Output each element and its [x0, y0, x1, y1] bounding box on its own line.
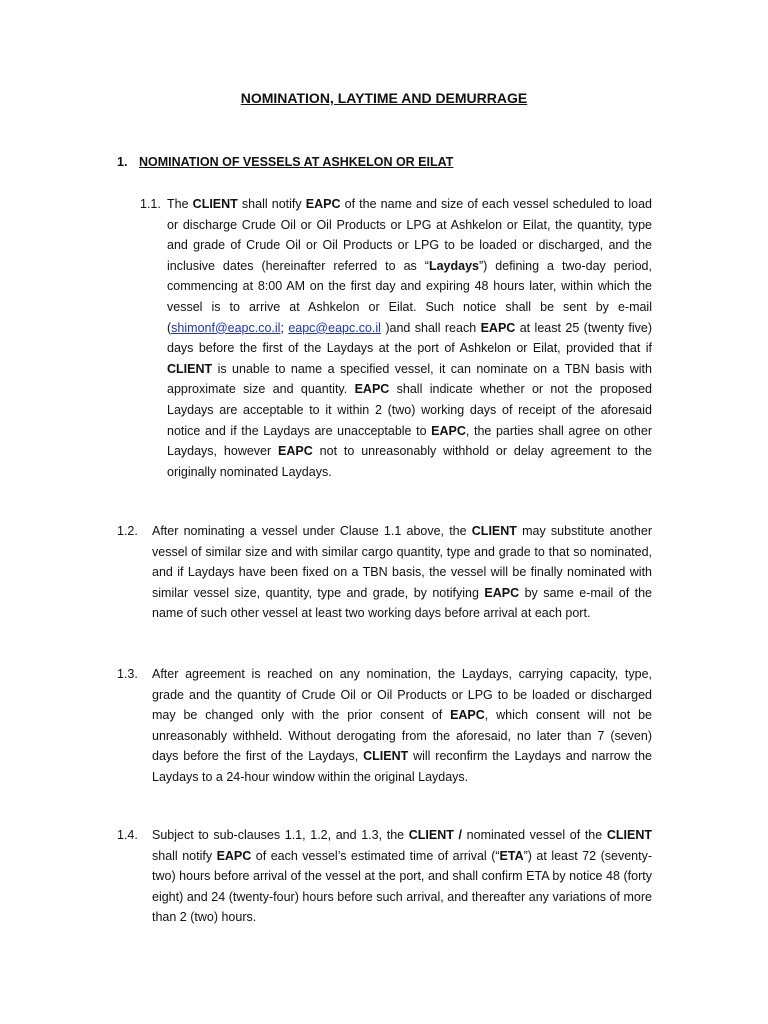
document-title: NOMINATION, LAYTIME AND DEMURRAGE — [240, 90, 528, 106]
clause-1-1: 1.1. The CLIENT shall notify EAPC of the name and size of each vessel scheduled to load or discharge Crude Oil or Oil Products or LPG at Ashkelon or Eilat, the quantity, type and grade of Crude Oil or Oil Products or LPG to be loaded or discharged, and the inclusive dates (hereinafter referred to as “Laydays”) defining a two-day period, commencing at 8:00 AM on the first day and expiring 48 hours later, within which the vessel is to arrive at Ashkelon or Eilat. Such notice shall be sent by e-mail (shimonf@eapc.co.il; eapc@eapc.co.il )and shall reach EAPC at least 25 (twenty five) days before the first of the Laydays at the port of Ashkelon or Eilat, provided that if CLIENT is unable to name a specified vessel, it can nominate on a TBN basis with approximate size and quantity. EAPC shall indicate whether or not the proposed Laydays are acceptable to it within 2 (two) working days of receipt of the aforesaid notice and if the Laydays are unacceptable to EAPC, the parties shall agree on other Laydays, however EAPC not to unreasonably withhold or delay agreement to the originally nominated Laydays. — [140, 194, 652, 482]
section-heading — [117, 155, 453, 169]
clause-label: 1.3. — [117, 667, 138, 681]
clause-1-2: 1.2. After nominating a vessel under Clause 1.1 above, the CLIENT may substitute another vessel of similar size and with similar cargo quantity, type and grade to that so nominated, and if Laydays have been fixed on a TBN basis, the vessel will be finally nominated with similar vessel size, quantity, type and grade, by notifying EAPC by same e-mail of the name of such other vessel at least two working days before arrival at each port. — [117, 521, 652, 624]
email-link-eapc[interactable]: eapc@eapc.co.il — [288, 320, 381, 335]
clause-label: 1.4. — [117, 828, 138, 842]
clause-1-3: 1.3. After agreement is reached on any nomination, the Laydays, carrying capacity, type, grade and the quantity of Crude Oil or Oil Products or LPG to be loaded or discharged may be changed only with the prior consent of EAPC, which consent will not be unreasonably withheld. Without derogating from the aforesaid, no later than 7 (seven) days before the first of the Laydays, CLIENT will reconfirm the Laydays and narrow the Laydays to a 24-hour window within the original Laydays. — [117, 664, 652, 788]
clause-label: 1.2. — [117, 524, 138, 538]
section-number: 1. — [117, 155, 128, 169]
email-link-shimonf[interactable]: shimonf@eapc.co.il — [171, 320, 281, 335]
section-title: NOMINATION OF VESSELS AT ASHKELON OR EILAT — [139, 155, 454, 169]
clause-1-4: 1.4. Subject to sub-clauses 1.1, 1.2, and 1.3, the CLIENT / nominated vessel of the CLIENT shall notify EAPC of each vessel’s estimated time of arrival (“ETA”) at least 72 (seventy-two) hours before arrival of the vessel at the port, and shall confirm ETA by notice 48 (forty eight) and 24 (twenty-four) hours before such arrival, and thereafter any variations of more than 2 (two) hours. — [117, 825, 652, 928]
clause-label: 1.1. — [140, 197, 161, 211]
